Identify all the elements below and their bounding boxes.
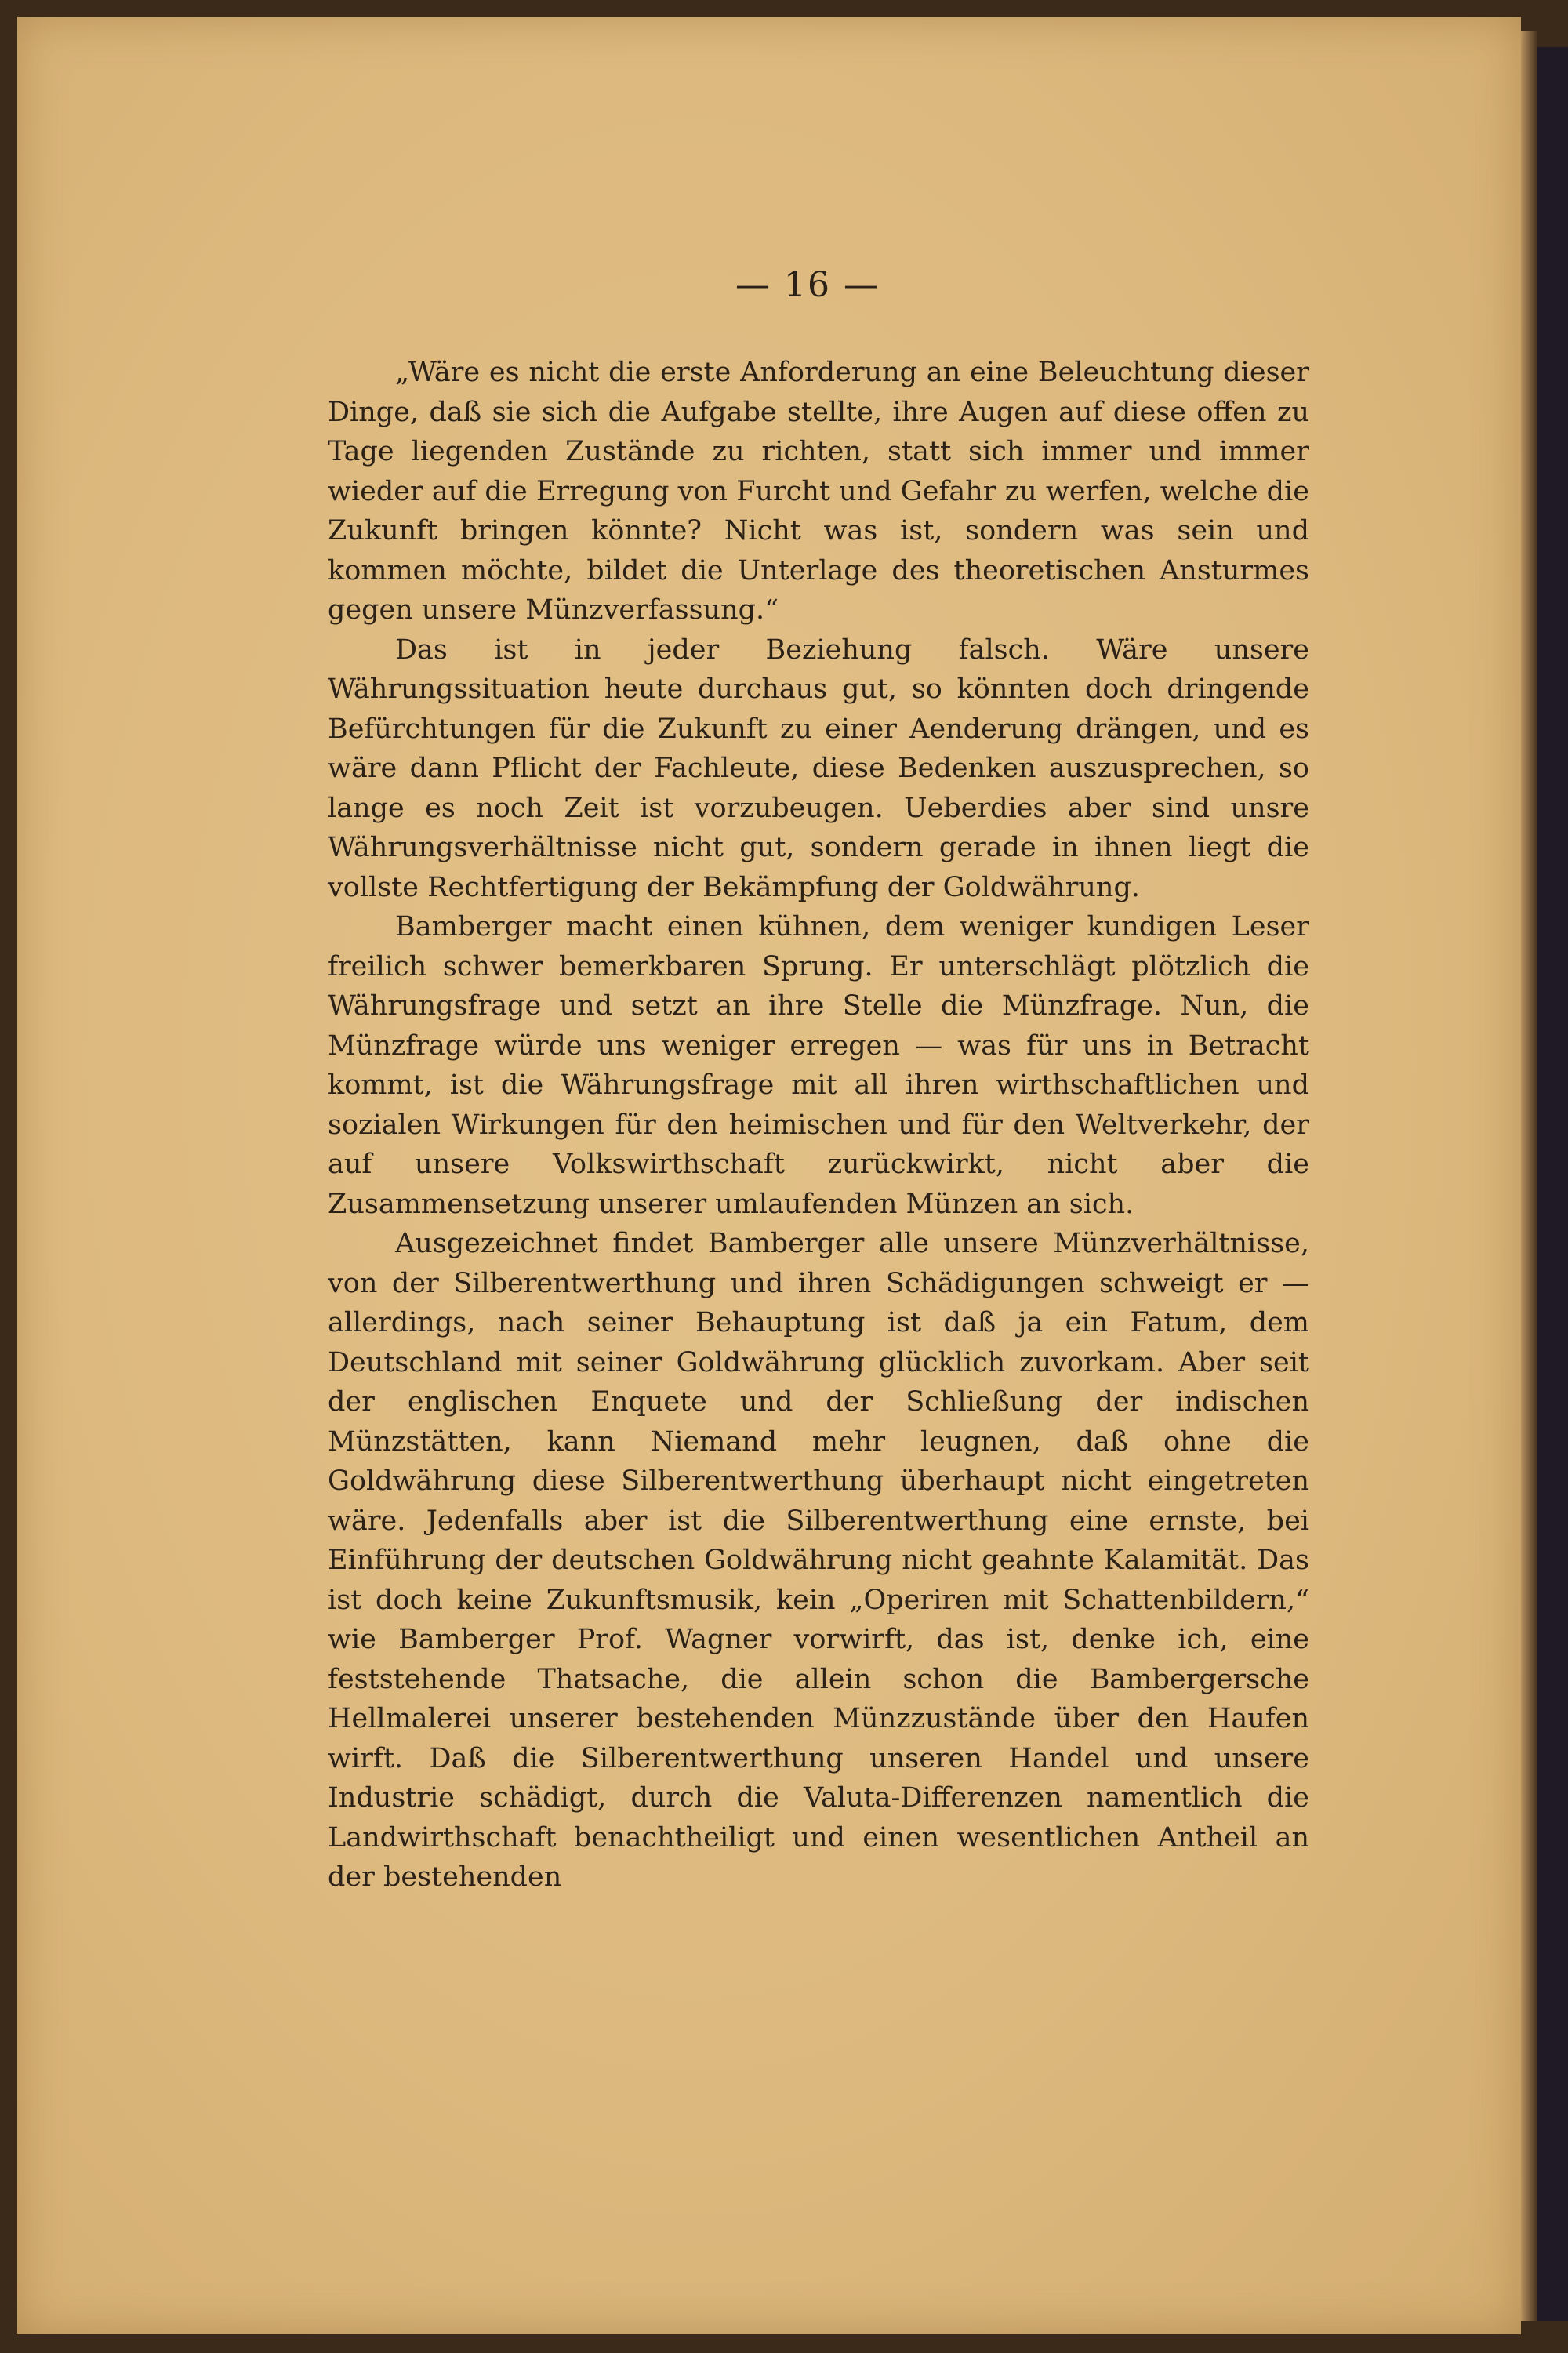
paragraph-quote: „Wäre es nicht die erste Anforderung an eine Beleuchtung dieser Dinge, daß sie sich die Aufgabe stellte, ihre Augen auf diese offen zu Tage liegenden Zustände zu richten, statt sich immer und immer wieder auf die Erregung von Furcht und Gefahr zu werfen, welche die Zukunft bringen könnte? Nicht was ist, sondern was sein und kommen möchte, bildet die Unterlage des theoretischen Ansturmes gegen unsere Münzverfassung.“ <box>328 357 1309 626</box>
paragraph: Das ist in jeder Beziehung falsch. Wäre unsere Währungssituation heute durchaus gut, so könnten doch dringende Befürchtungen für die Zukunft zu einer Aenderung drängen, und es wäre dann Pflicht der Fachleute, diese Bedenken auszusprechen, so lange es noch Zeit ist vorzubeugen. Ueberdies aber sind unsre Währungsverhältnisse nicht gut, sondern gerade in ihnen liegt die vollste Rechtfertigung der Bekämpfung der Goldwährung. <box>328 634 1309 903</box>
book-cover-edge <box>1537 47 1568 2321</box>
book-binding-edge <box>1521 31 1537 2321</box>
body-text <box>328 353 1309 1897</box>
page-number: — 16 — <box>735 265 880 305</box>
paragraph: Ausgezeichnet findet Bamberger alle unsere Münzverhältnisse, von der Silberentwerthung und ihren Schädigungen schweigt er — allerdings, nach seiner Behauptung ist daß ja ein Fatum, dem Deutschland mit seiner Goldwährung glücklich zuvorkam. Aber seit der englischen Enquete und der Schließung der indischen Münzstätten, kann Niemand mehr leugnen, daß ohne die Goldwährung diese Silberentwerthung überhaupt nicht eingetreten wäre. Jedenfalls aber ist die Silberentwerthung eine ernste, bei Einführung der deutschen Goldwährung nicht geahnte Kalamität. Das ist doch keine Zukunftsmusik, kein „Operiren mit Schattenbildern,“ wie Bamberger Prof. Wagner vorwirft, das ist, denke ich, eine feststehende Thatsache, die allein schon die Bambergersche Hellmalerei unserer bestehenden Münzzustände über den Haufen wirft. Daß die Silberentwerthung unseren Handel und unsere Industrie schädigt, durch die Valuta-Differenzen namentlich die Landwirthschaft benachtheiligt und einen wesentlichen Antheil an der bestehenden <box>328 1228 1309 1893</box>
paragraph: Bamberger macht einen kühnen, dem weniger kundigen Leser freilich schwer bemerkbaren Sprung. Er unterschlägt plötzlich die Währungsfrage und setzt an ihre Stelle die Münzfrage. Nun, die Münzfrage würde uns weniger erregen — was für uns in Betracht kommt, ist die Währungsfrage mit all ihren wirthschaftlichen und sozialen Wirkungen für den heimischen und für den Weltverkehr, der auf unsere Volkswirthschaft zurückwirkt, nicht aber die Zusammensetzung unserer umlaufenden Münzen an sich. <box>328 911 1309 1220</box>
